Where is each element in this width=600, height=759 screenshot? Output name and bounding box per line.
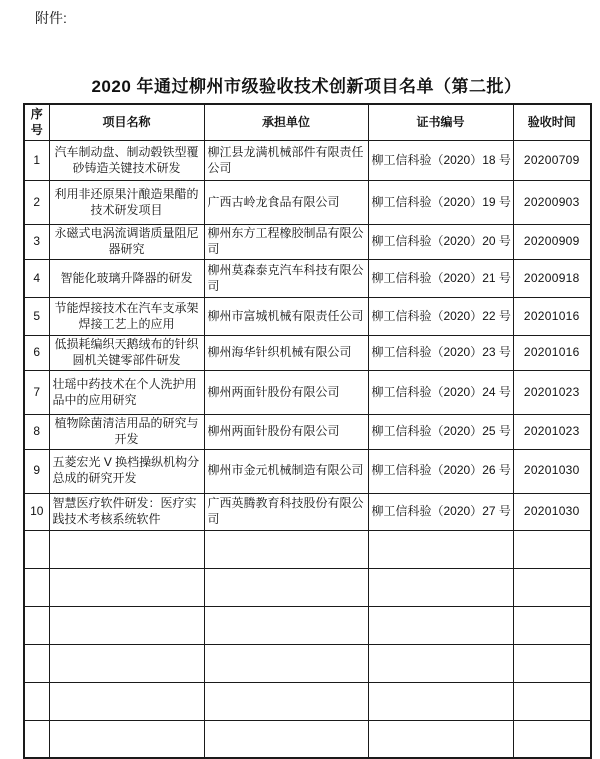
certificate-number-cell — [368, 682, 513, 720]
serial-number-cell: 5 — [24, 298, 49, 336]
attachment-label: 附件: — [35, 10, 67, 26]
header-acceptance-date: 验收时间 — [513, 104, 591, 141]
acceptance-date-cell: 20201030 — [513, 449, 591, 493]
empty-table-row — [24, 644, 591, 682]
acceptance-date-cell — [513, 606, 591, 644]
table-row — [24, 298, 591, 336]
serial-number-cell — [24, 606, 49, 644]
table-header — [24, 104, 591, 141]
acceptance-date-cell: 20201016 — [513, 298, 591, 336]
project-name-cell: 低损耗编织天鹅绒布的针织圆机关键零部件研发 — [49, 336, 204, 371]
serial-number-cell: 10 — [24, 493, 49, 530]
table-row — [24, 493, 591, 530]
undertaking-unit-cell: 柳州市富城机械有限责任公司 — [204, 298, 368, 336]
project-name-cell: 智慧医疗软件研发：医疗实践技术考核系统软件 — [49, 493, 204, 530]
acceptance-date-cell: 20200903 — [513, 181, 591, 225]
acceptance-date-cell: 20200918 — [513, 260, 591, 298]
acceptance-date-cell — [513, 530, 591, 568]
projects-table — [23, 103, 592, 759]
serial-number-cell — [24, 682, 49, 720]
acceptance-date-cell — [513, 568, 591, 606]
acceptance-date-cell: 20200709 — [513, 141, 591, 181]
certificate-number-cell: 柳工信科验（2020）24 号 — [368, 371, 513, 415]
undertaking-unit-cell: 柳州东方工程橡胶制品有限公司 — [204, 225, 368, 260]
empty-table-row — [24, 682, 591, 720]
project-name-cell: 壮瑶中药技术在个人洗护用品中的应用研究 — [49, 371, 204, 415]
project-name-cell — [49, 606, 204, 644]
serial-number-cell: 6 — [24, 336, 49, 371]
page-title: 2020 年通过柳州市级验收技术创新项目名单（第二批） — [91, 77, 522, 96]
serial-number-cell: 3 — [24, 225, 49, 260]
table-row — [24, 141, 591, 181]
empty-table-row — [24, 530, 591, 568]
serial-number-cell: 4 — [24, 260, 49, 298]
acceptance-date-cell: 20200909 — [513, 225, 591, 260]
serial-number-cell — [24, 720, 49, 758]
serial-number-cell: 1 — [24, 141, 49, 181]
undertaking-unit-cell: 柳州两面针股份有限公司 — [204, 371, 368, 415]
certificate-number-cell: 柳工信科验（2020）20 号 — [368, 225, 513, 260]
certificate-number-cell — [368, 644, 513, 682]
project-name-cell — [49, 720, 204, 758]
undertaking-unit-cell — [204, 644, 368, 682]
certificate-number-cell: 柳工信科验（2020）22 号 — [368, 298, 513, 336]
table-row — [24, 415, 591, 450]
project-name-cell: 节能焊接技术在汽车支承架焊接工艺上的应用 — [49, 298, 204, 336]
certificate-number-cell: 柳工信科验（2020）18 号 — [368, 141, 513, 181]
project-name-cell — [49, 568, 204, 606]
certificate-number-cell — [368, 530, 513, 568]
undertaking-unit-cell: 柳江县龙满机械部件有限责任公司 — [204, 141, 368, 181]
serial-number-cell: 7 — [24, 371, 49, 415]
empty-table-row — [24, 720, 591, 758]
project-name-cell: 植物除菌清洁用品的研究与开发 — [49, 415, 204, 450]
header-serial-number: 序号 — [24, 104, 49, 141]
undertaking-unit-cell — [204, 720, 368, 758]
certificate-number-cell — [368, 568, 513, 606]
table-row — [24, 336, 591, 371]
acceptance-date-cell — [513, 682, 591, 720]
certificate-number-cell — [368, 606, 513, 644]
project-name-cell — [49, 644, 204, 682]
header-undertaking-unit: 承担单位 — [204, 104, 368, 141]
project-name-cell: 利用非还原果汁酿造果醋的技术研发项目 — [49, 181, 204, 225]
undertaking-unit-cell — [204, 606, 368, 644]
serial-number-cell: 9 — [24, 449, 49, 493]
certificate-number-cell — [368, 720, 513, 758]
certificate-number-cell: 柳工信科验（2020）23 号 — [368, 336, 513, 371]
undertaking-unit-cell: 柳州市金元机械制造有限公司 — [204, 449, 368, 493]
certificate-number-cell: 柳工信科验（2020）25 号 — [368, 415, 513, 450]
project-name-cell: 智能化玻璃升降器的研发 — [49, 260, 204, 298]
project-name-cell — [49, 682, 204, 720]
serial-number-cell: 2 — [24, 181, 49, 225]
serial-number-cell: 8 — [24, 415, 49, 450]
certificate-number-cell: 柳工信科验（2020）19 号 — [368, 181, 513, 225]
acceptance-date-cell: 20201023 — [513, 415, 591, 450]
undertaking-unit-cell — [204, 568, 368, 606]
project-name-cell — [49, 530, 204, 568]
acceptance-date-cell: 20201016 — [513, 336, 591, 371]
project-name-cell: 汽车制动盘、制动毂铁型覆砂铸造关键技术研发 — [49, 141, 204, 181]
acceptance-date-cell — [513, 644, 591, 682]
certificate-number-cell: 柳工信科验（2020）21 号 — [368, 260, 513, 298]
undertaking-unit-cell: 广西英腾教育科技股份有限公司 — [204, 493, 368, 530]
acceptance-date-cell — [513, 720, 591, 758]
serial-number-cell — [24, 644, 49, 682]
undertaking-unit-cell: 柳州海华针织机械有限公司 — [204, 336, 368, 371]
undertaking-unit-cell: 柳州两面针股份有限公司 — [204, 415, 368, 450]
table-body — [24, 141, 591, 759]
empty-table-row — [24, 606, 591, 644]
table-row — [24, 260, 591, 298]
header-certificate-number: 证书编号 — [368, 104, 513, 141]
serial-number-cell — [24, 568, 49, 606]
empty-table-row — [24, 568, 591, 606]
undertaking-unit-cell: 柳州莫森泰克汽车科技有限公司 — [204, 260, 368, 298]
certificate-number-cell: 柳工信科验（2020）27 号 — [368, 493, 513, 530]
table-row — [24, 181, 591, 225]
header-project-name: 项目名称 — [49, 104, 204, 141]
table-row — [24, 371, 591, 415]
serial-number-cell — [24, 530, 49, 568]
acceptance-date-cell: 20201023 — [513, 371, 591, 415]
project-name-cell: 永磁式电涡流调谐质量阻尼器研究 — [49, 225, 204, 260]
certificate-number-cell: 柳工信科验（2020）26 号 — [368, 449, 513, 493]
table-row — [24, 225, 591, 260]
project-name-cell: 五菱宏光 V 换档操纵机构分总成的研究开发 — [49, 449, 204, 493]
header-row — [24, 104, 591, 141]
undertaking-unit-cell — [204, 530, 368, 568]
acceptance-date-cell: 20201030 — [513, 493, 591, 530]
undertaking-unit-cell — [204, 682, 368, 720]
undertaking-unit-cell: 广西古岭龙食品有限公司 — [204, 181, 368, 225]
table-row — [24, 449, 591, 493]
